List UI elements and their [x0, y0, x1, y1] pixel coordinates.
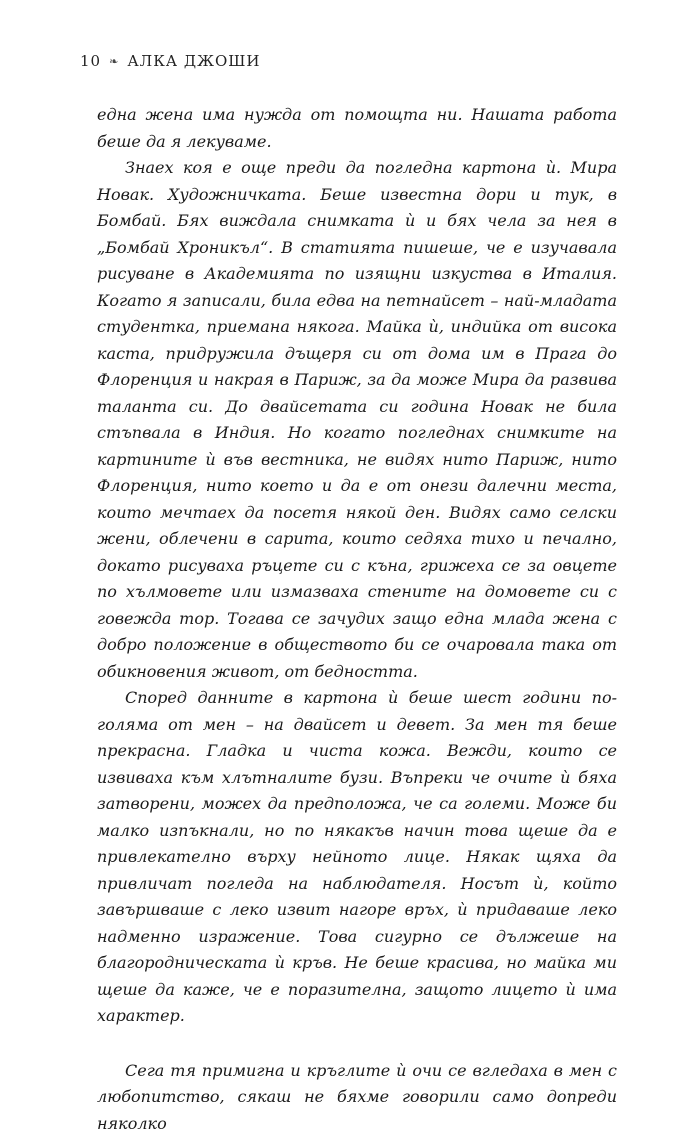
- paragraph: Знаех коя е още преди да погледна картона ѝ. Мира Новак. Художничката. Беше известна дори и тук, в Бомбай. Бях виждала снимката ѝ и бях чела за нея в „Бомбай Хроникъл“. В статията пишеше, че е изучавала рисуване в Академията по изящни изкуства в Италия. Когато я записали, била едва на петнайсет – най-младата студентка, приемана някога. Майка ѝ, индийка от висока каста, придружила дъщеря си от дома им в Прага до Флоренция и накрая в Париж, за да може Мира да развива таланта си. До двайсетата си година Новак не била стъпвала в Индия. Но когато погледнах снимките на картините ѝ във вестника, не видях нито Париж, нито Флоренция, нито което и да е от онези далечни места, които мечтаех да посетя някой ден. Видях само селски жени, облечени в сарита, които седяха тихо и печално, докато рисуваха ръцете си с къна, грижеха се за овцете по хълмовете или измазваха стените на домовете си с говежда тор. Тогава се зачудих защо една млада жена с добро положение в обществото би се очаровала така от обикновения живот, от бедността.: [97, 155, 617, 685]
- running-head: [80, 52, 260, 70]
- body-text: [97, 102, 617, 1137]
- paragraph: Сега тя примигна и кръглите ѝ очи се вгледаха в мен с любопитство, сякаш не бяхме говорили само допреди няколко: [97, 1058, 617, 1137]
- page-number: 10: [80, 52, 101, 70]
- paragraph: Според данните в картона ѝ беше шест години по-голяма от мен – на двайсет и девет. За мен тя беше прекрасна. Гладка и чиста кожа. Вежди, които се извиваха към хлътналите бузи. Въпреки че очите ѝ бяха затворени, можех да предположа, че са големи. Може би малко изпъкнали, но по някакъв начин това щеше да е привлекателно върху нейното лице. Някак щяха да привличат погледа на наблюдателя. Носът ѝ, който завършваше с леко извит нагоре връх, ѝ придаваше леко надменно изражение. Това сигурно се дължеше на благородническата ѝ кръв. Не беше красива, но майка ми щеше да каже, че е поразителна, защото лицето ѝ има характер.: [97, 685, 617, 1030]
- author-name: АЛКА ДЖОШИ: [127, 52, 260, 70]
- paragraph-continued: една жена има нужда от помощта ни. Нашата работа беше да я лекуваме.: [97, 102, 617, 155]
- ornament-icon: ❧: [109, 55, 119, 68]
